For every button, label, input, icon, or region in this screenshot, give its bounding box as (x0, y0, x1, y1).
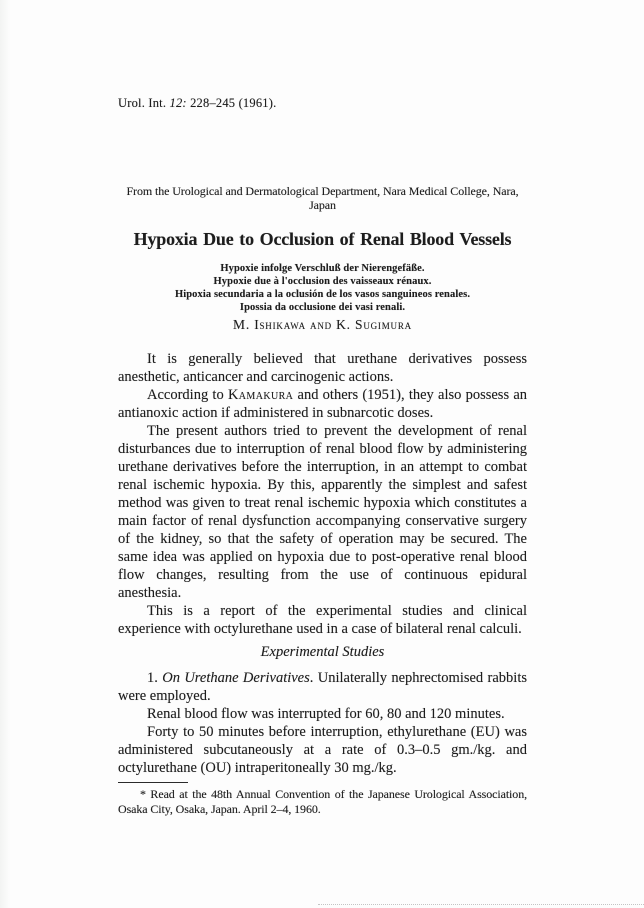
authors-line: M. Ishikawa and K. Sugimura (233, 317, 412, 332)
paragraph-intro-2-post: and others (1951), they also possess an antianoxic action if administered in subnarcotic doses. (118, 387, 528, 421)
paragraph-exp-1 (118, 669, 527, 705)
cited-author-name: Kamakura (227, 387, 294, 403)
paragraph-intro-1: It is generally believed that urethane derivatives possess anesthetic, anticancer and carcinogenic actions. (118, 351, 527, 385)
subtitle-italian: Ipossia da occlusione dei vasi renali. (239, 302, 406, 313)
article-title: Hypoxia Due to Occlusion of Renal Blood Vessels (133, 229, 512, 249)
subsection-title-urethane-derivatives: On Urethane Derivatives (162, 670, 310, 686)
paragraph-intro-2-pre: According to (147, 387, 228, 403)
paragraph-exp-1-number: 1. (147, 670, 163, 686)
paragraph-exp-2: Renal blood flow was interrupted for 60, 80 and 120 minutes. (147, 706, 505, 722)
section-heading-experimental-studies: Experimental Studies (260, 644, 385, 660)
paragraph-exp-3: Forty to 50 minutes before interruption, ethylurethane (EU) was administered subcutaneously at a rate of 0.3–0.5 gm./kg. and octylurethane (OU) intraperitoneally 30 mg./kg. (118, 724, 527, 776)
paragraph-intro-3: The present authors tried to prevent the development of renal disturbances due to interruption of renal blood flow by administering urethane derivatives before the interruption, in an attempt to combat renal ischemic hypoxia. By this, apparently the simplest and safest method was given to treat renal ischemic hypoxia which constitutes a main factor of renal dysfunction accompanying conservative surgery of the kidney, so that the safety of operation may be secured. The same idea was applied on hypoxia due to post-operative renal blood flow changes, resulting from the use of continuous epidural anesthesia. (118, 423, 527, 601)
journal-reference (118, 96, 527, 111)
page-content (118, 96, 527, 816)
footnote-text: * Read at the 48th Annual Convention of the Japanese Urological Association, Osaka City, Osaka, Japan. April 2–4, 1960. (118, 787, 527, 816)
journal-volume: 12: (169, 96, 187, 110)
journal-pages-year: 228–245 (1961). (186, 96, 277, 110)
title-row (118, 227, 527, 251)
footnote-separator-rule (118, 782, 188, 783)
experimental-studies-text (118, 669, 527, 777)
scan-artifact-dotted-line (318, 904, 644, 905)
subtitle-german: Hypoxie infolge Verschluß der Nierengefäße. (220, 263, 425, 274)
journal-name: Urol. Int. (118, 96, 170, 110)
paragraph-intro-4: This is a report of the experimental studies and clinical experience with octylurethane used in a case of bilateral renal calculi. (118, 603, 527, 637)
scan-edge-noise (0, 0, 10, 908)
introduction-text (118, 350, 527, 638)
subtitle-spanish: Hipoxia secundaria a la oclusión de los vasos sanguineos renales. (174, 289, 471, 300)
subtitle-french: Hypoxie due à l'occlusion des vaisseaux rénaux. (213, 276, 432, 287)
paragraph-exp-1-rest: . Unilaterally nephrectomised rabbits were employed. (118, 670, 527, 704)
affiliation-line: From the Urological and Dermatological Department, Nara Medical College, Nara, Japan (126, 184, 519, 212)
paragraph-intro-2 (118, 386, 527, 422)
translated-subtitles (118, 262, 527, 314)
footnote-block (118, 782, 527, 816)
